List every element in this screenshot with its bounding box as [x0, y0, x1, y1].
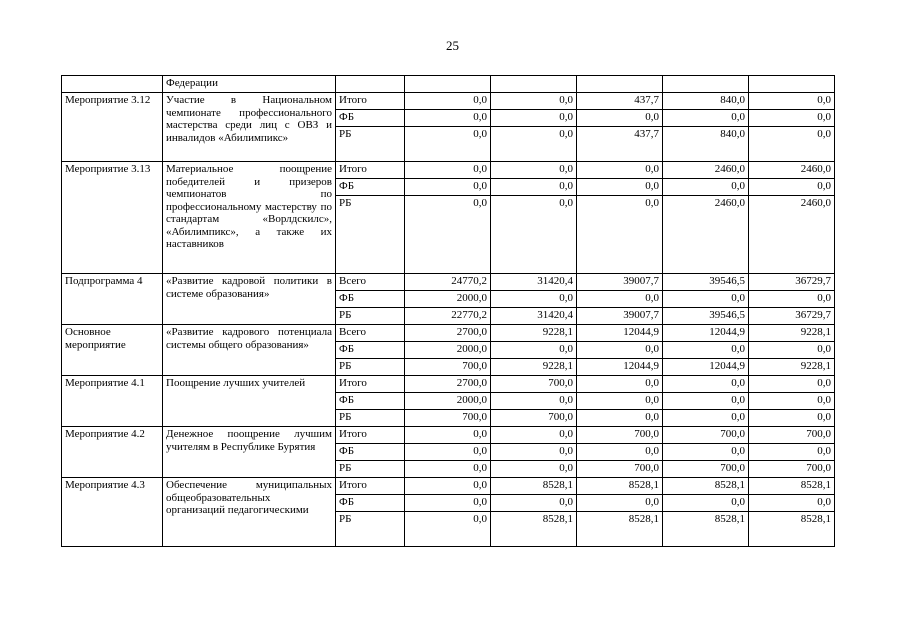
- funding-source-cell: РБ: [336, 196, 405, 274]
- funding-source-cell: ФБ: [336, 495, 405, 512]
- amount-cell: 0,0: [663, 179, 749, 196]
- item-code-cell: Мероприятие 4.2: [62, 427, 163, 478]
- amount-cell: 0,0: [405, 110, 491, 127]
- amount-cell: 0,0: [491, 179, 577, 196]
- amount-cell: 0,0: [663, 410, 749, 427]
- budget-table-body: [62, 76, 835, 547]
- amount-cell: 0,0: [491, 291, 577, 308]
- funding-source-cell: Итого: [336, 93, 405, 110]
- amount-cell: 12044,9: [577, 325, 663, 342]
- item-code-cell: Основное мероприятие: [62, 325, 163, 376]
- funding-source-cell: ФБ: [336, 110, 405, 127]
- amount-cell: 2460,0: [663, 162, 749, 179]
- page-number: 25: [446, 38, 459, 53]
- funding-source-cell: Итого: [336, 427, 405, 444]
- amount-cell: 0,0: [491, 444, 577, 461]
- amount-cell: 0,0: [577, 162, 663, 179]
- amount-cell: 39007,7: [577, 308, 663, 325]
- amount-cell: 9228,1: [491, 325, 577, 342]
- amount-cell: 0,0: [405, 478, 491, 495]
- amount-cell: 0,0: [491, 342, 577, 359]
- amount-cell: 840,0: [663, 127, 749, 162]
- amount-cell: 0,0: [749, 444, 835, 461]
- amount-cell: 31420,4: [491, 308, 577, 325]
- amount-cell: 700,0: [577, 427, 663, 444]
- amount-cell: 0,0: [663, 444, 749, 461]
- funding-source-cell: Всего: [336, 325, 405, 342]
- amount-cell: 0,0: [491, 427, 577, 444]
- funding-source-cell: Итого: [336, 376, 405, 393]
- amount-cell: 0,0: [577, 393, 663, 410]
- amount-cell: 0,0: [405, 179, 491, 196]
- table-row: [62, 427, 835, 444]
- amount-cell: 0,0: [577, 291, 663, 308]
- amount-cell: 0,0: [491, 196, 577, 274]
- amount-cell: 0,0: [405, 127, 491, 162]
- amount-cell: 0,0: [663, 376, 749, 393]
- funding-source-cell: Итого: [336, 478, 405, 495]
- amount-cell: 12044,9: [663, 325, 749, 342]
- amount-cell: 0,0: [405, 427, 491, 444]
- item-name-cell: Денежное поощрение лучшим учителям в Республике Бурятия: [163, 427, 336, 478]
- amount-cell: 0,0: [577, 444, 663, 461]
- amount-cell: 8528,1: [749, 478, 835, 495]
- funding-source-cell: [336, 76, 405, 93]
- amount-cell: 8528,1: [491, 478, 577, 495]
- amount-cell: 0,0: [405, 196, 491, 274]
- amount-cell: 0,0: [491, 461, 577, 478]
- amount-cell: 0,0: [405, 444, 491, 461]
- amount-cell: 0,0: [749, 127, 835, 162]
- amount-cell: 700,0: [405, 410, 491, 427]
- amount-cell: 0,0: [749, 179, 835, 196]
- amount-cell: 0,0: [577, 110, 663, 127]
- amount-cell: 8528,1: [577, 512, 663, 547]
- item-name-cell: Материальное поощрение победителей и призеров чемпионатов по профессиональному мастерству по стандартам «Ворлдскилс», «Абилимпикс», а также их наставников: [163, 162, 336, 274]
- amount-cell: 12044,9: [663, 359, 749, 376]
- amount-cell: 0,0: [491, 127, 577, 162]
- amount-cell: 31420,4: [491, 274, 577, 291]
- item-name-cell: Поощрение лучших учителей: [163, 376, 336, 427]
- amount-cell: 22770,2: [405, 308, 491, 325]
- funding-source-cell: ФБ: [336, 342, 405, 359]
- amount-cell: 0,0: [749, 376, 835, 393]
- amount-cell: 2000,0: [405, 342, 491, 359]
- amount-cell: 2460,0: [749, 196, 835, 274]
- amount-cell: 2700,0: [405, 325, 491, 342]
- amount-cell: 0,0: [577, 495, 663, 512]
- amount-cell: 2000,0: [405, 393, 491, 410]
- amount-cell: 9228,1: [749, 325, 835, 342]
- item-code-cell: Мероприятие 4.3: [62, 478, 163, 547]
- amount-cell: 0,0: [405, 512, 491, 547]
- funding-source-cell: ФБ: [336, 179, 405, 196]
- amount-cell: 0,0: [749, 291, 835, 308]
- funding-source-cell: РБ: [336, 359, 405, 376]
- amount-cell: 0,0: [663, 495, 749, 512]
- item-name-cell: Обеспечение муниципальных общеобразовательных организаций педагогическими: [163, 478, 336, 547]
- funding-source-cell: РБ: [336, 308, 405, 325]
- amount-cell: 8528,1: [577, 478, 663, 495]
- amount-cell: 0,0: [749, 342, 835, 359]
- amount-cell: 36729,7: [749, 274, 835, 291]
- amount-cell: [577, 76, 663, 93]
- amount-cell: 0,0: [577, 410, 663, 427]
- table-row: [62, 325, 835, 342]
- amount-cell: 9228,1: [749, 359, 835, 376]
- amount-cell: 9228,1: [491, 359, 577, 376]
- amount-cell: 700,0: [491, 410, 577, 427]
- amount-cell: 0,0: [577, 376, 663, 393]
- amount-cell: 8528,1: [663, 512, 749, 547]
- table-row: [62, 93, 835, 110]
- amount-cell: 39546,5: [663, 274, 749, 291]
- table-row: [62, 76, 835, 93]
- item-name-cell: «Развитие кадрового потенциала системы общего образования»: [163, 325, 336, 376]
- amount-cell: 437,7: [577, 127, 663, 162]
- amount-cell: 24770,2: [405, 274, 491, 291]
- funding-source-cell: Всего: [336, 274, 405, 291]
- amount-cell: 2700,0: [405, 376, 491, 393]
- amount-cell: [663, 76, 749, 93]
- funding-source-cell: ФБ: [336, 444, 405, 461]
- amount-cell: 0,0: [491, 495, 577, 512]
- amount-cell: 437,7: [577, 93, 663, 110]
- item-code-cell: Мероприятие 4.1: [62, 376, 163, 427]
- item-code-cell: Подпрограмма 4: [62, 274, 163, 325]
- amount-cell: 840,0: [663, 93, 749, 110]
- amount-cell: 36729,7: [749, 308, 835, 325]
- funding-source-cell: ФБ: [336, 393, 405, 410]
- amount-cell: 0,0: [663, 342, 749, 359]
- amount-cell: 0,0: [749, 393, 835, 410]
- amount-cell: 0,0: [749, 495, 835, 512]
- amount-cell: 0,0: [749, 93, 835, 110]
- amount-cell: [749, 76, 835, 93]
- amount-cell: 8528,1: [749, 512, 835, 547]
- funding-source-cell: ФБ: [336, 291, 405, 308]
- funding-source-cell: РБ: [336, 410, 405, 427]
- item-name-cell: Участие в Национальном чемпионате профессионального мастерства среди лиц с ОВЗ и инвалидов «Абилимпикс»: [163, 93, 336, 162]
- funding-source-cell: РБ: [336, 461, 405, 478]
- amount-cell: 0,0: [663, 291, 749, 308]
- funding-source-cell: Итого: [336, 162, 405, 179]
- item-code-cell: Мероприятие 3.12: [62, 93, 163, 162]
- amount-cell: 700,0: [663, 461, 749, 478]
- amount-cell: 0,0: [405, 495, 491, 512]
- budget-table: [61, 75, 835, 547]
- amount-cell: 0,0: [577, 342, 663, 359]
- amount-cell: 39007,7: [577, 274, 663, 291]
- amount-cell: [491, 76, 577, 93]
- amount-cell: 39546,5: [663, 308, 749, 325]
- amount-cell: 0,0: [491, 110, 577, 127]
- funding-source-cell: РБ: [336, 127, 405, 162]
- amount-cell: 0,0: [491, 162, 577, 179]
- item-code-cell: [62, 76, 163, 93]
- item-name-cell: Федерации: [163, 76, 336, 93]
- item-name-cell: «Развитие кадровой политики в системе образования»: [163, 274, 336, 325]
- amount-cell: 0,0: [491, 93, 577, 110]
- table-row: [62, 274, 835, 291]
- amount-cell: 700,0: [749, 427, 835, 444]
- amount-cell: 700,0: [663, 427, 749, 444]
- amount-cell: 0,0: [405, 162, 491, 179]
- amount-cell: 700,0: [491, 376, 577, 393]
- amount-cell: 12044,9: [577, 359, 663, 376]
- amount-cell: [405, 76, 491, 93]
- amount-cell: 0,0: [577, 196, 663, 274]
- amount-cell: 2460,0: [663, 196, 749, 274]
- table-row: [62, 162, 835, 179]
- amount-cell: 0,0: [749, 110, 835, 127]
- amount-cell: 0,0: [491, 393, 577, 410]
- amount-cell: 0,0: [405, 93, 491, 110]
- amount-cell: 2000,0: [405, 291, 491, 308]
- amount-cell: 0,0: [663, 393, 749, 410]
- amount-cell: 8528,1: [663, 478, 749, 495]
- table-row: [62, 376, 835, 393]
- amount-cell: 0,0: [749, 410, 835, 427]
- amount-cell: 700,0: [577, 461, 663, 478]
- table-row: [62, 478, 835, 495]
- amount-cell: 2460,0: [749, 162, 835, 179]
- amount-cell: 8528,1: [491, 512, 577, 547]
- amount-cell: 0,0: [405, 461, 491, 478]
- amount-cell: 0,0: [663, 110, 749, 127]
- amount-cell: 0,0: [577, 179, 663, 196]
- funding-source-cell: РБ: [336, 512, 405, 547]
- amount-cell: 700,0: [405, 359, 491, 376]
- item-code-cell: Мероприятие 3.13: [62, 162, 163, 274]
- amount-cell: 700,0: [749, 461, 835, 478]
